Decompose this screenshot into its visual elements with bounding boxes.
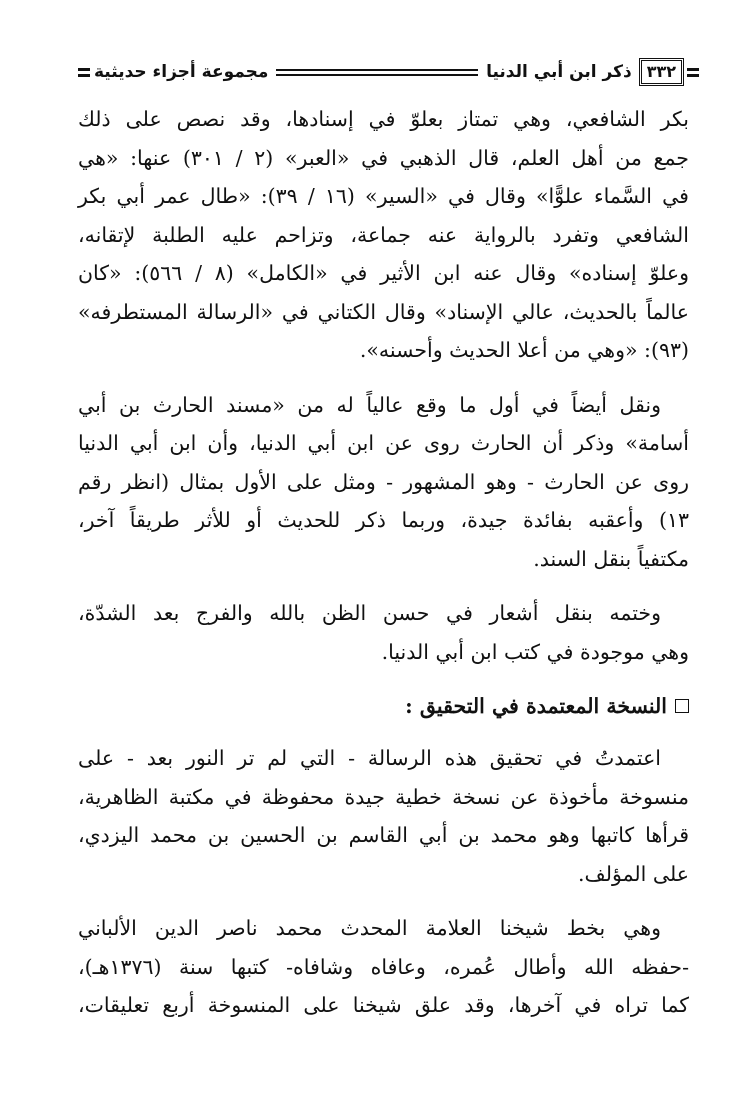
paragraph-5 [78,909,689,1025]
section-heading-text: النسخة المعتمدة في التحقيق : [405,694,667,718]
text-line: وختمه بنقل أشعار في حسن الظن بالله والفرج بعد الشدّة، [78,601,661,625]
text-line: على المؤلف. [578,861,689,886]
text-line: في السَّماء علوًّا» وقال في «السير» (١٦ / ٣٩): «طال عمر أبي بكر [78,184,689,208]
text-line: أسامة» وذكر أن الحارث روى عن ابن أبي الدنيا، وأن ابن أبي الدنيا [78,431,689,455]
text-line: وهي بخط شيخنا العلامة المحدث محمد ناصر الدين الألباني [78,916,661,940]
paragraph-4 [78,739,689,893]
header-rule [276,69,478,76]
text-line: ١٣) وأعقبه بفائدة جيدة، وربما ذكر للحديث أو للأثر طريقاً آخر، [78,508,689,532]
paragraph-3 [78,594,689,671]
paragraph-2 [78,386,689,579]
header-end-mark [687,68,699,77]
text-line: (٩٣): «وهي من أعلا الحديث وأحسنه». [359,338,689,362]
text-line: الشافعي وتفرد بالرواية عنه جماعة، وتزاحم عليه الطلبة لإتقانه، [78,222,689,247]
text-line: مكتفياً بنقل السند. [533,546,689,571]
text-line: وهي موجودة في كتب ابن أبي الدنيا. [381,639,689,664]
page-number: ٣٣٢ [639,58,684,86]
text-line: وعلوّ إسناده» وقال عنه ابن الأثير في «الكامل» (٨ / ٥٦٦): «كان [78,261,689,285]
header-end-mark [78,68,90,77]
square-bullet-icon [675,699,689,713]
text-line: منسوخة مأخوذة عن نسخة خطية جيدة محفوظة في مكتبة الظاهرية، [78,784,689,809]
text-line: ونقل أيضاً في أول ما وقع عالياً له من «مسند الحارث بن أبي [78,392,661,417]
text-line: عالماً بالحديث، عالي الإسناد» وقال الكتاني في «الرسالة المستطرفه» [78,299,689,324]
text-line: كما تراه في آخرها، وقد علق شيخنا على المنسوخة أربع تعليقات، [78,993,689,1017]
text-line: اعتمدتُ في تحقيق هذه الرسالة - التي لم تر النور بعد - على [78,746,661,770]
running-header [78,55,699,89]
section-heading [78,687,689,725]
text-line: جمع من أهل العلم، قال الذهبي في «العبر» (٢ / ٣٠١) عنها: «هي [78,145,689,170]
book-title: مجموعة أجزاء حديثية [94,62,269,82]
text-line: روى عن الحارث - وهو المشهور - ومثل على الأول بمثال (انظر رقم [78,469,689,494]
paragraph-1 [78,100,689,370]
page-body [78,100,689,1041]
text-line: قرأها كاتبها وهو محمد بن أبي القاسم بن الحسين بن محمد اليزدي، [78,823,689,847]
text-line: -حفظه الله وأطال عُمره، وعافاه وشافاه- كتبها سنة (١٣٧٦هـ)، [78,954,689,979]
text-line: بكر الشافعي، وهي تمتاز بعلوّ في إسنادها، وقد نصص على ذلك [78,107,689,131]
chapter-title: ذكر ابن أبي الدنيا [486,62,632,82]
